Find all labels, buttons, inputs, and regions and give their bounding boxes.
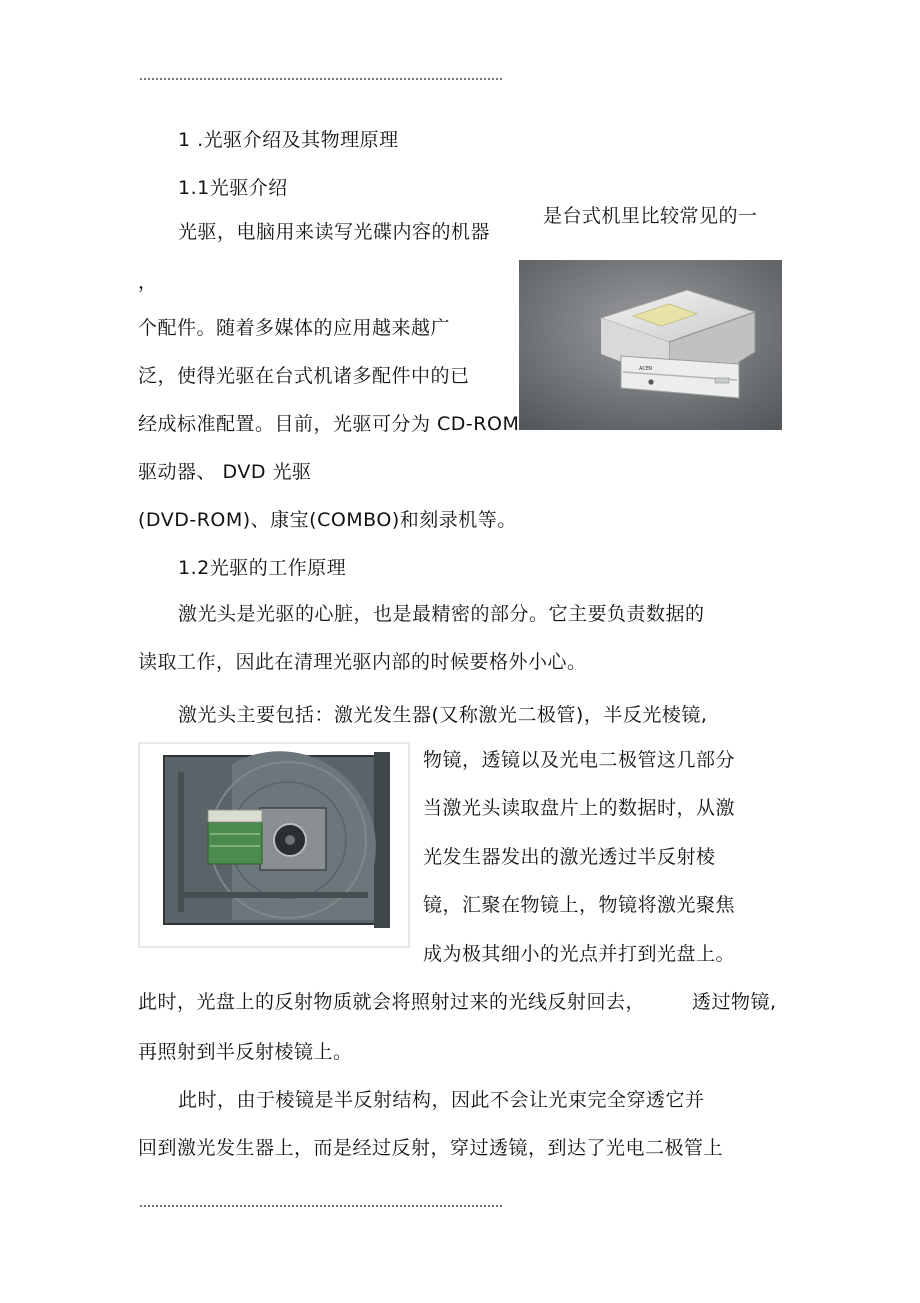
paragraph-1-line-5: 驱动器、 DVD 光驱: [138, 461, 312, 483]
paragraph-3-line-7-right: 透过物镜,: [692, 991, 777, 1013]
paragraph-1-line-3: 泛，使得光驱在台式机诸多配件中的已: [138, 365, 470, 387]
heading-section-1-1: 1.1光驱介绍: [178, 177, 288, 199]
paragraph-1-comma: ，: [138, 271, 158, 293]
paragraph-2-line-2: 读取工作，因此在清理光驱内部的时候要格外小心。: [138, 651, 587, 673]
drive-mechanism-icon: [138, 742, 410, 948]
top-divider: [140, 78, 502, 80]
paragraph-1-line-4: 经成标准配置。目前，光驱可分为 CD-ROM: [138, 413, 520, 435]
heading-section-1: 1 .光驱介绍及其物理原理: [178, 129, 399, 151]
paragraph-3-line-7: 此时，光盘上的反射物质就会将照射过来的光线反射回去，: [138, 991, 646, 1013]
paragraph-3-line-5: 镜，汇聚在物镜上，物镜将激光聚焦: [423, 894, 736, 916]
bottom-divider: [140, 1205, 502, 1207]
paragraph-2-line-1: 激光头是光驱的心脏，也是最精密的部分。它主要负责数据的: [178, 603, 705, 625]
paragraph-1-line-1: 光驱，电脑用来读写光碟内容的机器: [178, 221, 491, 243]
paragraph-3-line-3: 当激光头读取盘片上的数据时，从激: [423, 797, 736, 819]
paragraph-1-line-1-right: 是台式机里比较常见的一: [543, 205, 758, 227]
optical-drive-icon: [519, 260, 782, 430]
heading-section-1-2: 1.2光驱的工作原理: [178, 557, 347, 579]
paragraph-3-line-4: 光发生器发出的激光透过半反射棱: [423, 846, 716, 868]
paragraph-3-line-2: 物镜，透镜以及光电二极管这几部分: [423, 749, 736, 771]
paragraph-4-line-2: 回到激光发生器上，而是经过反射，穿过透镜，到达了光电二极管上: [138, 1137, 724, 1159]
paragraph-3-line-6: 成为极其细小的光点并打到光盘上。: [423, 943, 736, 965]
paragraph-1-line-2: 个配件。随着多媒体的应用越来越广: [138, 317, 451, 339]
drive-mechanism-photo: [138, 742, 410, 948]
optical-drive-photo: [519, 260, 782, 430]
paragraph-4-line-1: 此时，由于棱镜是半反射结构，因此不会让光束完全穿透它并: [178, 1089, 705, 1111]
drive-brand-label: ACER: [639, 366, 653, 372]
paragraph-1-line-6: (DVD-ROM)、康宝(COMBO)和刻录机等。: [138, 509, 517, 531]
paragraph-3-line-1: 激光头主要包括：激光发生器(又称激光二极管)，半反光棱镜,: [178, 704, 708, 726]
paragraph-3-line-8: 再照射到半反射棱镜上。: [138, 1041, 353, 1063]
